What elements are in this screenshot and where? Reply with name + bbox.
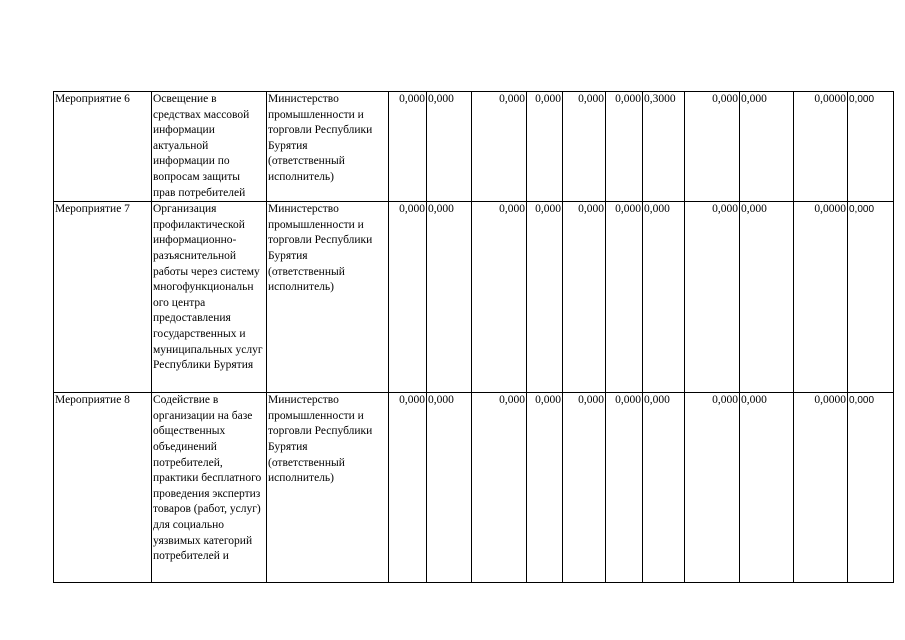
value-cell: 0,000 <box>606 92 643 202</box>
table-row <box>54 202 894 393</box>
value-cell: 0,3000 <box>643 92 685 202</box>
value-cell: 0,000 <box>740 393 794 583</box>
value-cell: 0,000 <box>685 92 740 202</box>
event-name: Мероприятие 7 <box>54 202 152 393</box>
event-description: Содействие в организации на базе общественных объединений потребителей, практики бесплатного проведения экспертиз товаров (работ, услуг) для социально уязвимых категорий потребителей и <box>152 393 267 583</box>
value-cell: 0,0000 <box>794 92 848 202</box>
event-name: Мероприятие 6 <box>54 92 152 202</box>
value-cell: 0,000 <box>606 393 643 583</box>
value-cell: 0,000 <box>740 92 794 202</box>
table-row <box>54 393 894 583</box>
budget-table <box>53 91 894 583</box>
value-cell: 0,000 <box>427 393 472 583</box>
value-cell: 0,000 <box>427 202 472 393</box>
value-cell: 0,000 <box>848 202 894 393</box>
event-name: Мероприятие 8 <box>54 393 152 583</box>
event-description: Организация профилактической информационно-разъяснительной работы через систему многофункциональн ого центра предоставления государственных и муниципальных услуг Республики Бурятия <box>152 202 267 393</box>
value-cell: 0,000 <box>472 393 527 583</box>
value-cell: 0,000 <box>643 393 685 583</box>
table-row <box>54 92 894 202</box>
value-cell: 0,000 <box>740 202 794 393</box>
value-cell: 0,000 <box>427 92 472 202</box>
event-description: Освещение в средствах массовой информации актуальной информации по вопросам защиты прав потребителей <box>152 92 267 202</box>
value-cell: 0,0000 <box>794 393 848 583</box>
value-cell: 0,000 <box>527 92 563 202</box>
value-cell: 0,000 <box>527 202 563 393</box>
value-cell: 0,000 <box>563 393 606 583</box>
value-cell: 0,000 <box>685 202 740 393</box>
value-cell: 0,000 <box>389 202 427 393</box>
value-cell: 0,0000 <box>794 202 848 393</box>
value-cell: 0,000 <box>472 92 527 202</box>
event-executor: Министерство промышленности и торговли Республики Бурятия (ответственный исполнитель) <box>267 202 389 393</box>
value-cell: 0,000 <box>563 92 606 202</box>
value-cell: 0,000 <box>643 202 685 393</box>
value-cell: 0,000 <box>606 202 643 393</box>
value-cell: 0,000 <box>563 202 606 393</box>
value-cell: 0,000 <box>848 92 894 202</box>
event-executor: Министерство промышленности и торговли Республики Бурятия (ответственный исполнитель) <box>267 92 389 202</box>
value-cell: 0,000 <box>685 393 740 583</box>
event-executor: Министерство промышленности и торговли Республики Бурятия (ответственный исполнитель) <box>267 393 389 583</box>
value-cell: 0,000 <box>527 393 563 583</box>
value-cell: 0,000 <box>389 393 427 583</box>
value-cell: 0,000 <box>389 92 427 202</box>
value-cell: 0,000 <box>848 393 894 583</box>
value-cell: 0,000 <box>472 202 527 393</box>
